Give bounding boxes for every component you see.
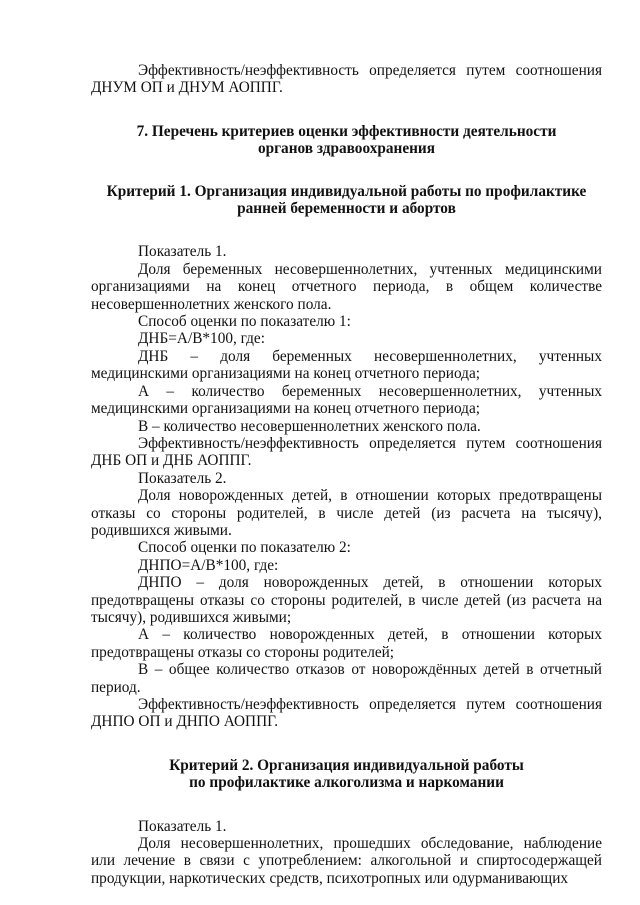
c2-indicator-1-label: Показатель 1.	[138, 817, 227, 835]
c1-indicator-1-method: Способ оценки по показателю 1:	[138, 313, 351, 331]
c1-indicator-1-effectiveness: Эффективность/неэффективность определяется путем соотношения ДНБ ОП и ДНБ АОППГ.	[91, 434, 602, 470]
criterion-1-heading: Критерий 1. Организация индивидуальной работы по профилактике ранней беременности и абортов	[106, 182, 587, 218]
c1-indicator-2-definition-dnpo: ДНПО – доля новорожденных детей, в отношении которых предотвращены отказы со стороны родителей, в числе детей (из расчета на тысячу), родившихся живыми;	[91, 574, 602, 626]
criterion-2-heading: Критерий 2. Организация индивидуальной работы по профилактике алкоголизма и наркомании	[169, 756, 524, 792]
c2-indicator-1-description: Доля несовершеннолетних, прошедших обследование, наблюдение или лечение в связи с употреблением: алкогольной и спиртосодержащей продукции, наркотических средств, психотропных или одурманивающих	[91, 835, 602, 887]
c1-indicator-2-label: Показатель 2.	[138, 469, 227, 487]
c1-indicator-1-description: Доля беременных несовершеннолетних, учтенных медицинскими организациями на конец отчетного периода, в общем количестве несовершеннолетних женского пола.	[91, 260, 602, 313]
paragraph-effectiveness-dnum: Эффективность/неэффективность определяется путем соотношения ДНУМ ОП и ДНУМ АОППГ.	[91, 62, 602, 97]
c1-indicator-2-description: Доля новорожденных детей, в отношении которых предотвращены отказы со стороны родителей, в числе детей (из расчета на тысячу), родившихся живыми.	[91, 487, 602, 539]
c1-indicator-1-formula: ДНБ=А/В*100, где:	[138, 330, 265, 348]
c1-indicator-2-formula: ДНПО=А/В*100, где:	[138, 556, 279, 574]
document-body	[91, 62, 602, 887]
c1-indicator-2-definition-a: А – количество новорожденных детей, в отношении которых предотвращены отказы со стороны родителей;	[91, 626, 602, 661]
c1-indicator-1-label: Показатель 1.	[138, 243, 227, 261]
c1-indicator-1-definition-a: А – количество беременных несовершеннолетних, учтенных медицинскими организациями на конец отчетного периода;	[91, 382, 602, 418]
c1-indicator-1-definition-b: В – количество несовершеннолетних женского пола.	[138, 417, 481, 435]
c1-indicator-2-method: Способ оценки по показателю 2:	[138, 539, 351, 557]
section-7-heading: 7. Перечень критериев оценки эффективности деятельности органов здравоохранения	[136, 122, 557, 158]
c1-indicator-2-effectiveness: Эффективность/неэффективность определяется путем соотношения ДНПО ОП и ДНПО АОППГ.	[91, 696, 602, 731]
c1-indicator-2-definition-b: В – общее количество отказов от новорождённых детей в отчетный период.	[91, 661, 602, 696]
c1-indicator-1-definition-dnb: ДНБ – доля беременных несовершеннолетних, учтенных медицинскими организациями на конец отчетного периода;	[91, 347, 602, 383]
